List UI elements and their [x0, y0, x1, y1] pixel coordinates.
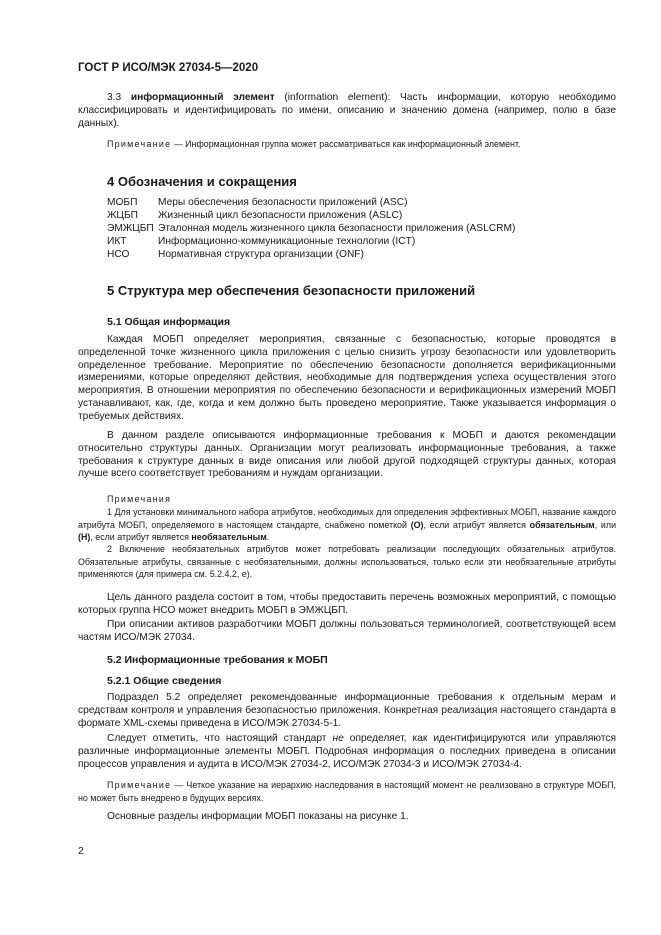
section-5-1-paragraph-1: Каждая МОБП определяет мероприятия, связанные с безопасностью, которые проводятся в определенной точке жизненного цикла приложения с целью снизить угрозу безопасности или удовлетворить определенное требование. Мероприятие по обеспечению безопасности дополняется верификационными измерениями, которые определяют действия, необходимые для подтверждения успеха осуществления этого мероприятия. В отношении мероприятия по обеспечению безопасности и верификационных измерений МОБП устанавливают, как, где, когда и кем должно быть проведено мероприятие. Также указывается информация о требуемых действиях.	[78, 334, 616, 422]
section-5-2-1-paragraph-3: Основные разделы информации МОБП показаны на рисунке 1.	[107, 811, 409, 822]
note-text: — Четкое указание на иерархию наследования в настоящий момент не реализовано в структуре МОБП, но может быть внедрено в будущих версиях.	[78, 780, 616, 803]
note-1	[78, 506, 616, 544]
abbreviation-term: НСО	[107, 249, 130, 260]
optional-marker: (Н)	[78, 532, 91, 543]
note-label: Примечание	[107, 139, 172, 149]
optional-word: необязательным	[191, 532, 267, 543]
note-1-text: 1 Для установки минимального набора атрибутов, необходимых для определения эффективных МОБП, название каждого атрибута МОБП, определяемого в настоящем стандарте, снабжено пометкой	[78, 507, 616, 530]
abbreviation-row	[107, 236, 415, 249]
paragraph-text: Следует отметить, что настоящий стандарт	[107, 733, 333, 744]
document-header: ГОСТ Р ИСО/МЭК 27034-5—2020	[78, 62, 259, 74]
section-5-2-1-paragraph-2	[78, 733, 616, 771]
note-5-2-1	[78, 779, 616, 804]
abbreviation-term: ЖЦБП	[107, 210, 138, 221]
abbreviation-term: МОБП	[107, 197, 138, 208]
note-1-text: .	[266, 532, 270, 543]
note-2: 2 Включение необязательных атрибутов может потребовать реализации последующих обязательных атрибутов. Обязательные атрибуты, связанные с необязательными, должны использоваться, только если эти необязательные атрибуты применяются (для примера см. 5.2.4.2, е).	[78, 544, 616, 580]
abbreviation-row	[107, 197, 407, 210]
mandatory-marker: (О)	[410, 519, 424, 530]
abbreviation-description: Жизненный цикл безопасности приложения (ASLC)	[158, 210, 403, 221]
page-number: 2	[78, 845, 84, 857]
mandatory-word: обязательным	[529, 519, 595, 530]
abbreviation-description: Эталонная модель жизненного цикла безопасности приложения (ASLCRM)	[158, 223, 516, 234]
paragraph-text: определяет, как идентифицируются или управляются различные информационные элементы МОБП. Подробная информация о последних приведена в описании процессов управления и аудита в ИСО/МЭК 27034-2, ИСО/МЭК 27034-3 и ИСО/МЭК 27034-4.	[78, 733, 616, 770]
notes-label: Примечания	[107, 494, 172, 504]
abbreviation-description: Информационно-коммуникационные технологии (ICT)	[158, 236, 416, 247]
note-1-text: , если атрибут является	[90, 532, 192, 543]
note-1-text: , или	[594, 519, 617, 530]
note-label: Примечание	[107, 780, 172, 790]
abbreviation-term: ИКТ	[107, 236, 127, 247]
section-5-title: 5 Структура мер обеспечения безопасности приложений	[107, 283, 476, 298]
note-1-text: , если атрибут является	[423, 519, 530, 530]
definition-term: информационный элемент	[130, 92, 275, 103]
abbreviation-term: ЭМЖЦБП	[107, 223, 154, 234]
note-text: — Информационная группа может рассматриваться как информационный элемент.	[171, 139, 521, 149]
section-5-1-paragraph-2: В данном разделе описываются информационные требования к МОБП и даются рекомендации относительно структуры данных. Организации могут реализовать информационные требования, а также требования к структуре данных в виде описания или любой другой подходящей структуры данных, которая лучше всего соответствует требованиям и нуждам организации.	[78, 430, 616, 480]
abbreviation-description: Нормативная структура организации (ONF)	[158, 249, 364, 260]
section-4-title: 4 Обозначения и сокращения	[107, 174, 297, 189]
section-5-1-paragraph-3: Цель данного раздела состоит в том, чтобы предоставить перечень возможных мероприятий, с помощью которых группа НСО может внедрить МОБП в ЭМЖЦБП.	[78, 592, 616, 616]
section-5-1-title: 5.1 Общая информация	[107, 316, 231, 328]
section-5-2-1-title: 5.2.1 Общие сведения	[107, 675, 222, 687]
definition-text: (information element): Часть информации, которую необходимо классифицировать и идентифицировать по имени, описанию и значению домена (например, полю в базе данных).	[78, 92, 616, 129]
emphasis-word: не	[332, 733, 344, 744]
abbreviation-row	[107, 223, 515, 236]
section-5-2-title: 5.2 Информационные требования к МОБП	[107, 654, 328, 666]
abbreviation-row	[107, 249, 364, 262]
section-5-2-1-paragraph-1: Подраздел 5.2 определяет рекомендованные информационные требования к отдельным мерам и средствам контроля и управления безопасностью приложения. Конкретная реализация настоящего стандарта в формате XML-схемы приведена в ИСО/МЭК 27034-5-1.	[78, 692, 616, 729]
definition-number: 3.3	[107, 92, 122, 103]
section-5-1-paragraph-4: При описании активов разработчики МОБП должны пользоваться терминологией, соответствующей всем частям ИСО/МЭК 27034.	[78, 619, 616, 643]
definition-3-3	[78, 92, 616, 130]
abbreviation-row	[107, 210, 402, 223]
abbreviation-description: Меры обеспечения безопасности приложений (ASC)	[158, 197, 408, 208]
note-3-3	[78, 138, 616, 151]
